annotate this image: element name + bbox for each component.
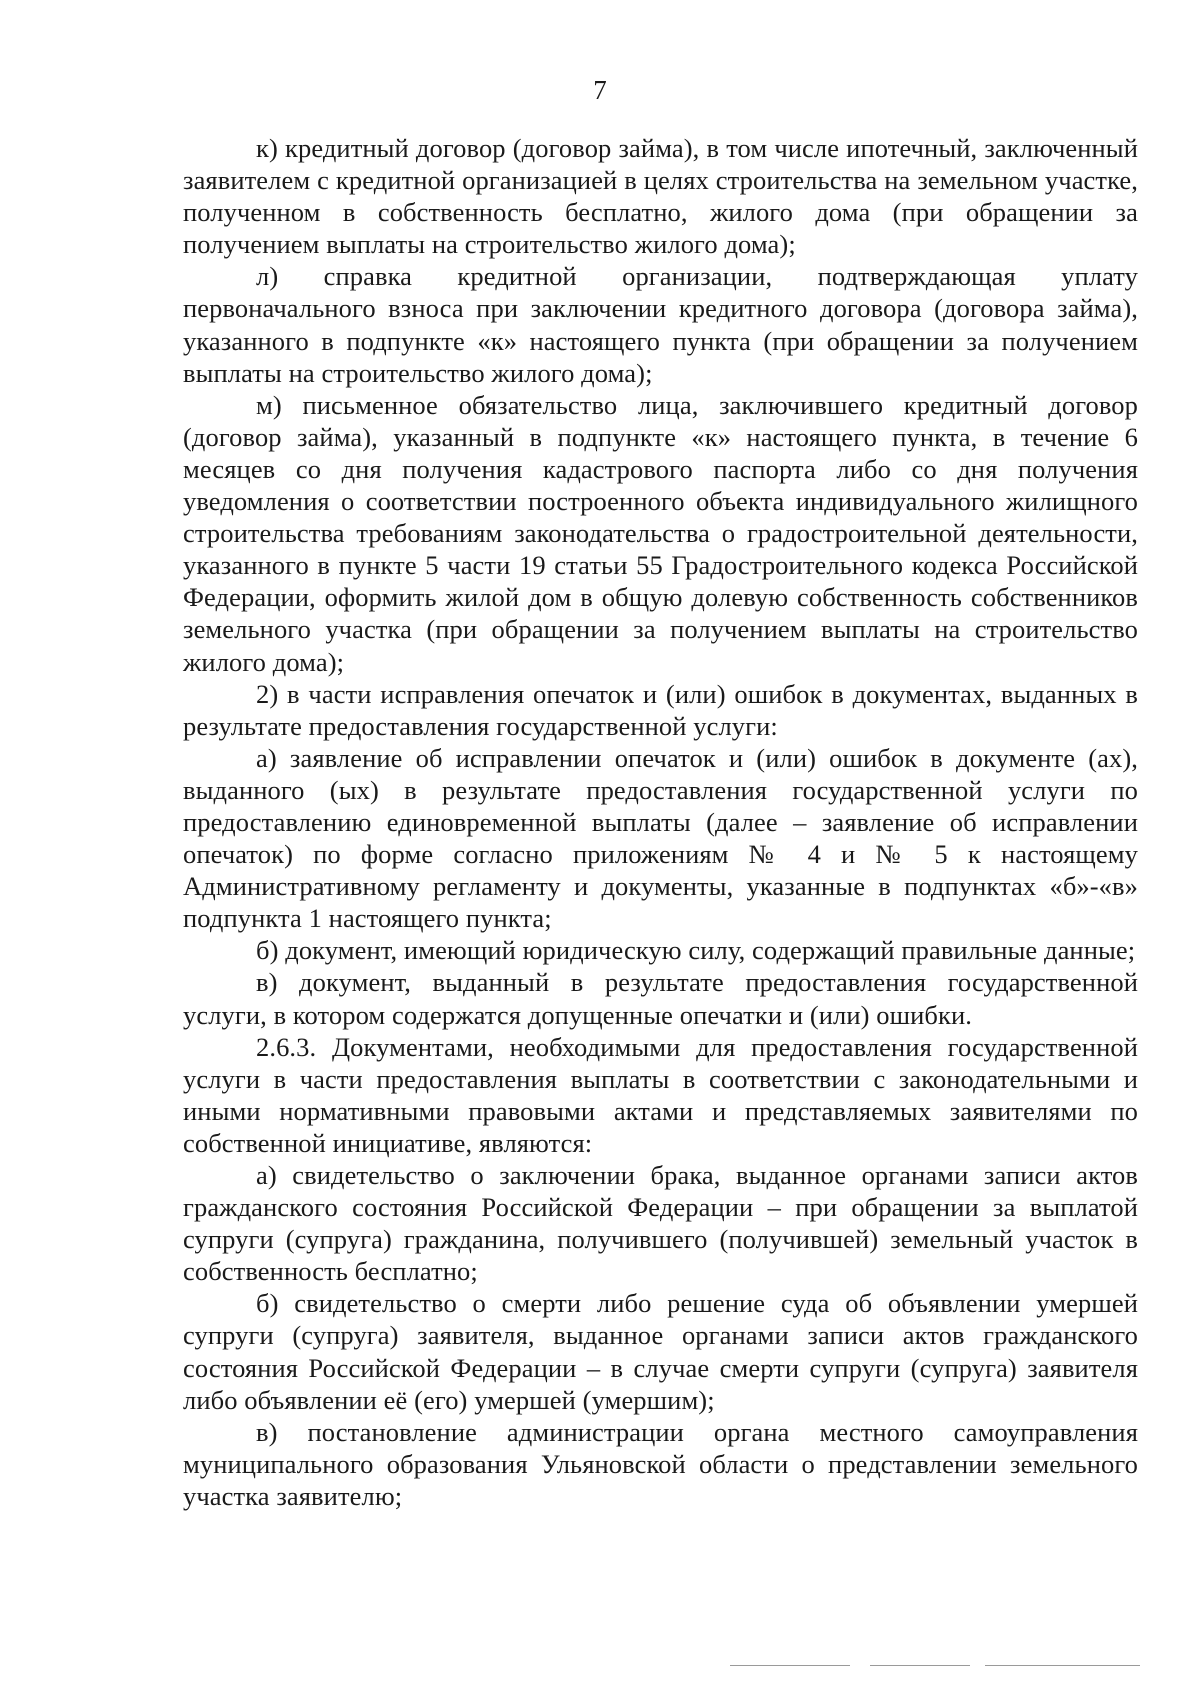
document-body <box>183 132 1138 1512</box>
paragraph-v-issued-document: в) документ, выданный в результате предоставления государственной услуги, в котором содержатся допущенные опечатки и (или) ошибки. <box>183 967 1138 1030</box>
scan-edge-line <box>730 1665 850 1666</box>
scan-edge-line <box>870 1665 970 1666</box>
paragraph-a-correction-application: а) заявление об исправлении опечаток и (или) ошибок в документе (ах), выданного (ых) в результате предоставления государственной услуги по предоставлению единовременной выплаты (далее – заявление об исправлении опечаток) по форме согласно приложениям № 4 и № 5 к настоящему Административному регламенту и документы, указанные в подпунктах «б»-«в» подпункта 1 настоящего пункта; <box>183 742 1138 934</box>
paragraph-b-death-certificate: б) свидетельство о смерти либо решение суда об объявлении умершей супруги (супруга) заявителя, выданное органами записи актов гражданского состояния Российской Федерации – в случае смерти супруги (супруга) заявителя либо объявлении её (его) умершей (умершим); <box>183 1288 1138 1415</box>
scan-edge-line <box>985 1665 1140 1666</box>
paragraph-2-corrections: 2) в части исправления опечаток и (или) ошибок в документах, выданных в результате предоставления государственной услуги: <box>183 678 1138 741</box>
paragraph-k-credit-agreement: к) кредитный договор (договор займа), в том числе ипотечный, заключенный заявителем с кредитной организацией в целях строительства на земельном участке, полученном в собственность бесплатно, жилого дома (при обращении за получением выплаты на строительство жилого дома); <box>183 133 1138 260</box>
page-number: 7 <box>593 75 607 105</box>
paragraph-a-marriage-certificate: а) свидетельство о заключении брака, выданное органами записи актов гражданского состояния Российской Федерации – при обращении за выплатой супруги (супруга) гражданина, получившего (получившей) земельный участок в собственность бесплатно; <box>183 1160 1138 1287</box>
paragraph-2-6-3-required-documents: 2.6.3. Документами, необходимыми для предоставления государственной услуги в части предоставления выплаты в соответствии с законодательными и иными нормативными правовыми актами и представляемых заявителями по собственной инициативе, являются: <box>183 1031 1138 1158</box>
paragraph-b-valid-document: б) документ, имеющий юридическую силу, содержащий правильные данные; <box>256 935 1136 966</box>
paragraph-m-written-obligation: м) письменное обязательство лица, заключившего кредитный договор (договор займа), указанный в подпункте «к» настоящего пункта, в течение 6 месяцев со дня получения кадастрового паспорта либо со дня получения уведомления о соответствии построенного объекта индивидуального жилищного строительства требованиям законодательства о градостроительной деятельности, указанного в пункте 5 части 19 статьи 55 Градостроительного кодекса Российской Федерации, оформить жилой дом в общую долевую собственность собственников земельного участка (при обращении за получением выплаты на строительство жилого дома); <box>183 389 1138 677</box>
paragraph-l-bank-certificate: л) справка кредитной организации, подтверждающая уплату первоначального взноса при заключении кредитного договора (договора займа), указанного в подпункте «к» настоящего пункта (при обращении за получением выплаты на строительство жилого дома); <box>183 261 1138 388</box>
paragraph-v-administration-resolution: в) постановление администрации органа местного самоуправления муниципального образования Ульяновской области о представлении земельного участка заявителю; <box>183 1416 1138 1511</box>
